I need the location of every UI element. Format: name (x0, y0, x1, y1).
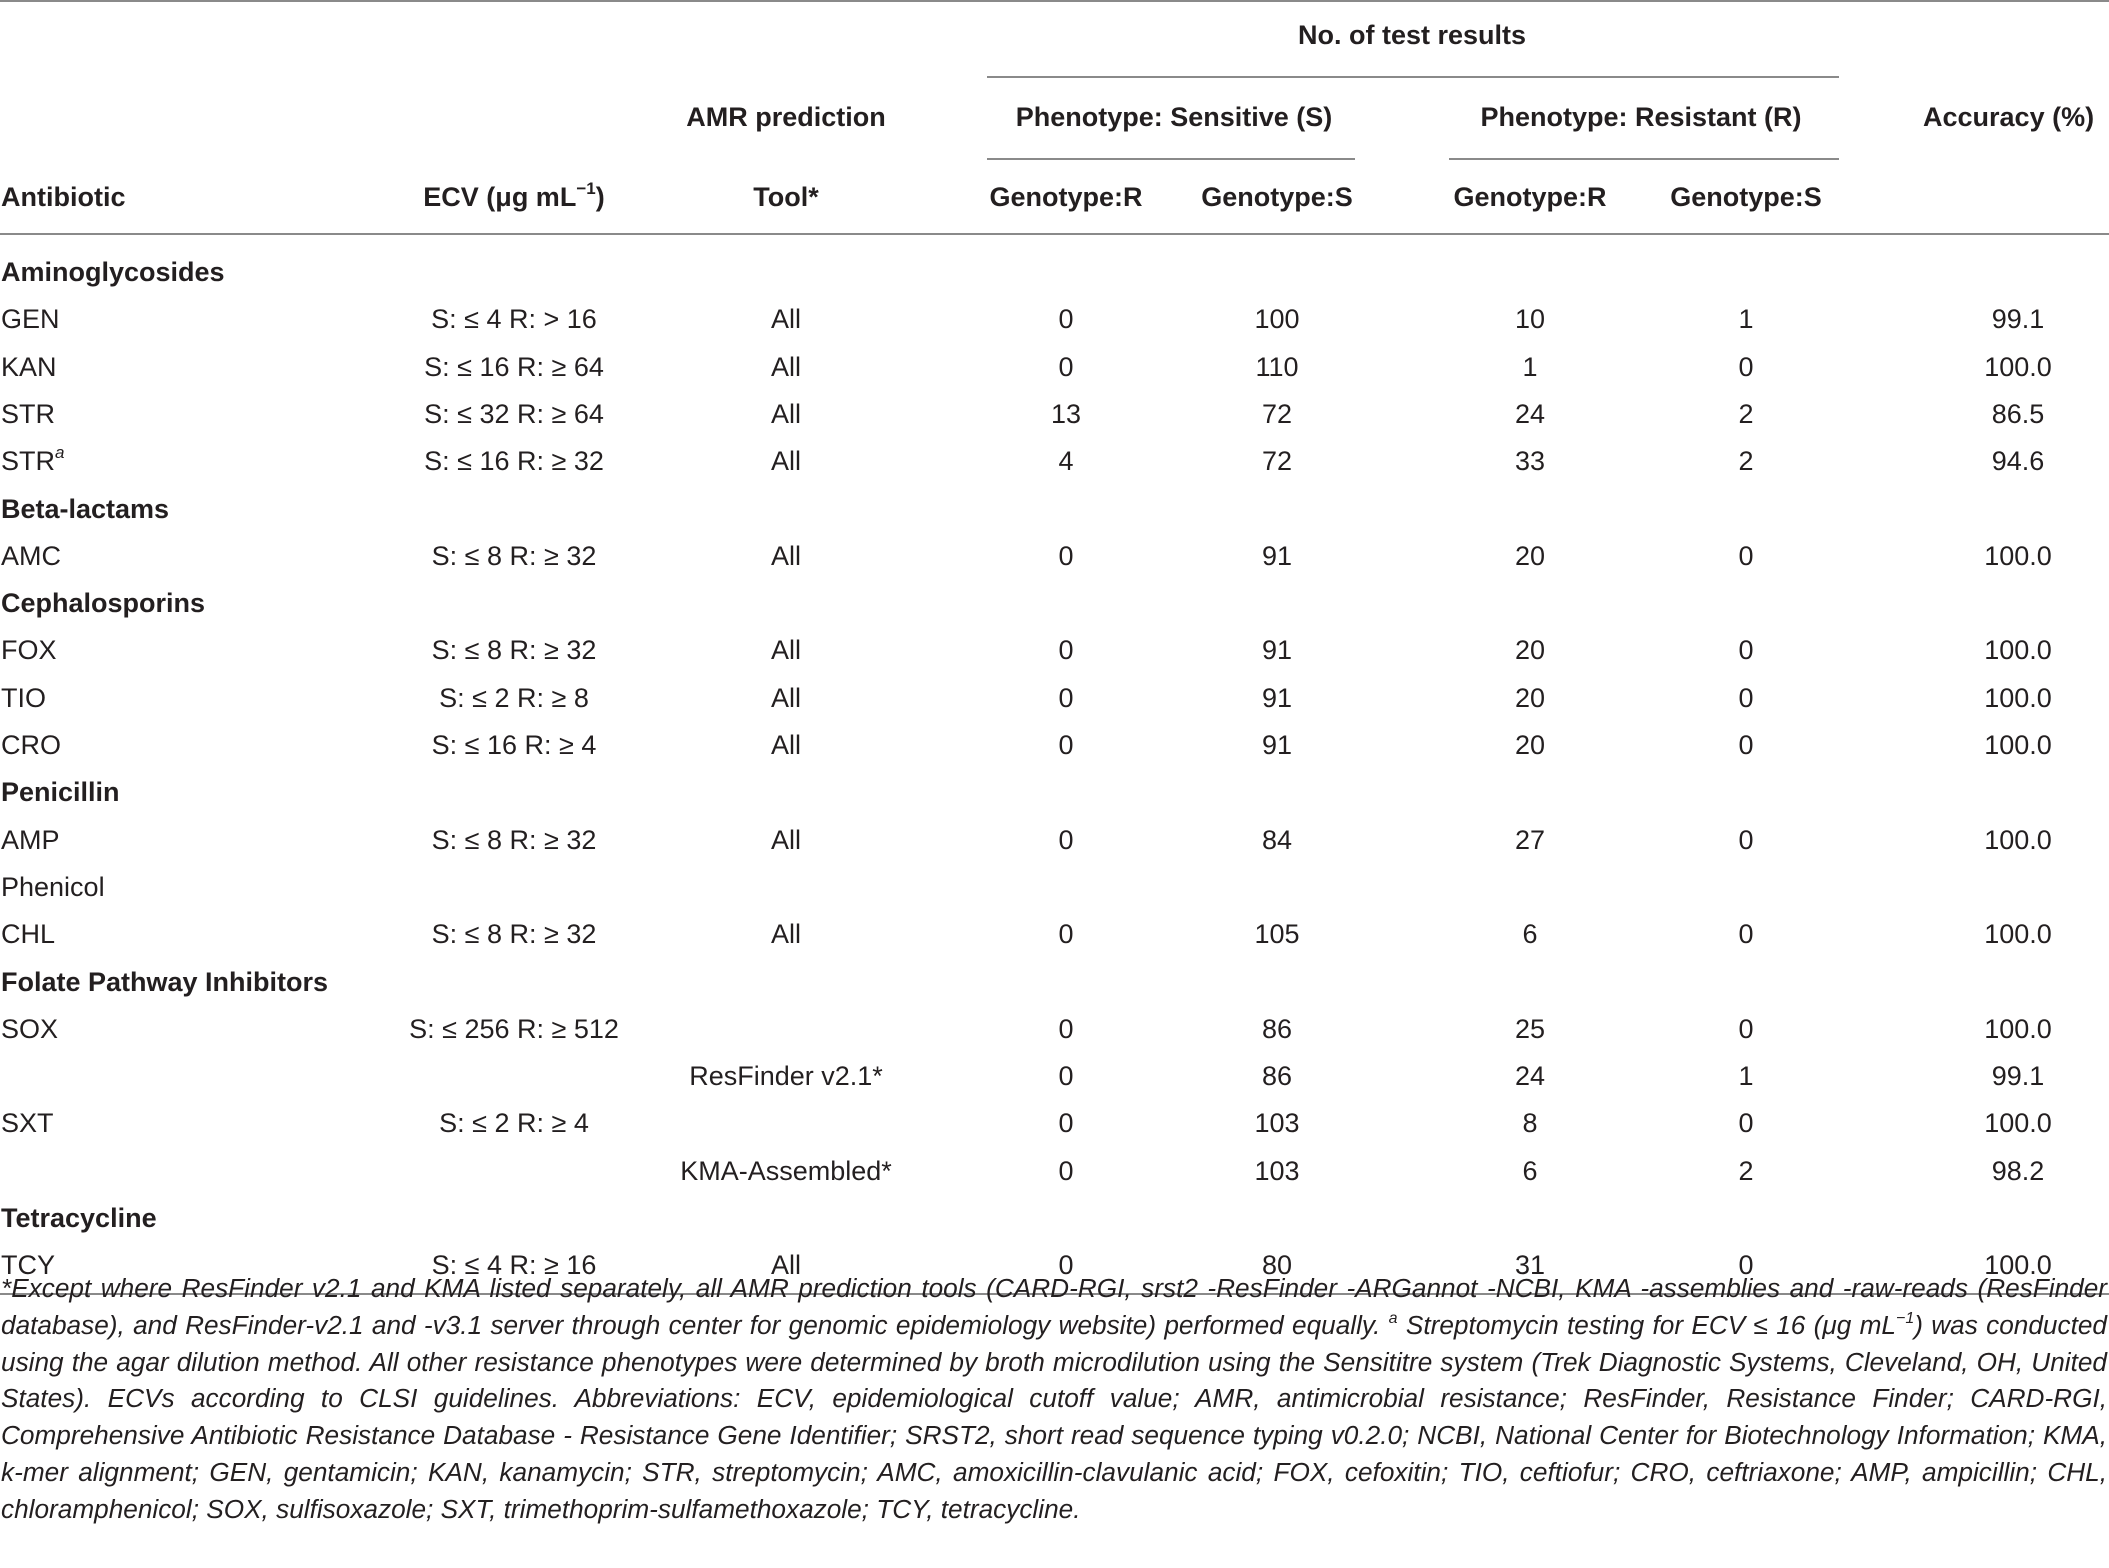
resistant-genotype-r-cell: 24 (1514, 399, 1546, 429)
resistant-genotype-r-cell: 20 (1514, 683, 1546, 713)
accuracy-cell: 99.1 (1991, 304, 2045, 334)
antibiotic-cell: TCY (1, 1250, 55, 1280)
resistant-genotype-r-cell: 1 (1522, 352, 1538, 382)
antibiotic-cell: CRO (1, 730, 61, 760)
ecv-cell: S: ≤ 256 R: ≥ 512 (409, 1014, 619, 1044)
antibiotic-cell: SXT (1, 1108, 54, 1138)
ecv-cell: S: ≤ 4 R: > 16 (431, 304, 597, 334)
resistant-genotype-r-cell: 24 (1514, 1061, 1546, 1091)
resistant-genotype-r-cell: 6 (1522, 1156, 1538, 1186)
ecv-cell: S: ≤ 2 R: ≥ 4 (439, 1108, 589, 1138)
resistant-genotype-s-cell: 0 (1738, 1250, 1754, 1280)
resistant-genotype-r-cell: 10 (1514, 304, 1546, 334)
ecv-cell: S: ≤ 16 R: ≥ 4 (431, 730, 597, 760)
tool-cell: All (770, 919, 802, 949)
sensitive-genotype-s-cell: 110 (1255, 352, 1299, 382)
sensitive-genotype-r-cell: 0 (1058, 304, 1074, 334)
sensitive-genotype-r-cell: 0 (1058, 1108, 1074, 1138)
accuracy-cell: 100.0 (1984, 541, 2052, 571)
resistant-genotype-s-cell: 0 (1738, 541, 1754, 571)
ecv-cell: S: ≤ 2 R: ≥ 8 (439, 683, 589, 713)
antibiotic-cell: AMC (1, 541, 61, 571)
tool-cell: All (770, 352, 802, 382)
accuracy-cell: 100.0 (1984, 683, 2052, 713)
sensitive-genotype-s-cell: 103 (1254, 1108, 1300, 1138)
header-resistant-genotype-s: Genotype:S (1670, 182, 1822, 212)
sensitive-genotype-r-cell: 0 (1058, 919, 1074, 949)
tool-cell: All (770, 825, 802, 855)
header-sensitive-genotype-r: Genotype:R (989, 182, 1143, 212)
header-tool-line1: AMR prediction (686, 102, 886, 132)
resistant-genotype-s-cell: 0 (1738, 919, 1754, 949)
accuracy-cell: 100.0 (1984, 825, 2052, 855)
group-heading: Folate Pathway Inhibitors (1, 967, 329, 997)
sensitive-genotype-r-cell: 0 (1058, 635, 1074, 665)
ecv-cell: S: ≤ 4 R: ≥ 16 (431, 1250, 597, 1280)
group-underline-rule (987, 76, 1839, 78)
table-footnote: *Except where ResFinder v2.1 and KMA listed separately, all AMR prediction tools (CARD-RGI, srst2 -ResFinder -ARGannot -NCBI, KMA -assemblies and -raw-reads (ResFinder database), and ResFinder-v2.1 and -v3.1 server through center for genomic epidemiology website) performed equally. $^a$ Streptomycin testing for ECV ≤ 16 (μg $mL^{-1}$) was conducted using the agar dilution method. All other resistance phenotypes were determined by broth microdilution using the Sensititre system (Trek Diagnostic Systems, Cleveland, OH, United States). ECVs according to CLSI guidelines. Abbreviations: ECV, epidemiological cutoff value; AMR, antimicrobial resistance; ResFinder, Resistance Finder; CARD-RGI, Comprehensive Antibiotic Resistance Database - Resistance Gene Identifier; SRST2, short read sequence typing v0.2.0; NCBI, National Center for Biotechnology Information; KMA, k-mer alignment; GEN, gentamicin; KAN, kanamycin; STR, streptomycin; AMC, amoxicillin-clavulanic acid; FOX, cefoxitin; TIO, ceftiofur; CRO, ceftriaxone; AMP, ampicillin; CHL, chloramphenicol; SOX, sulfisoxazole; SXT, trimethoprim-sulfamethoxazole; TCY, tetracycline. (1, 1273, 2107, 1524)
antibiotic-cell: AMP (1, 825, 60, 855)
header-phenotype-resistant: Phenotype: Resistant (R) (1480, 102, 1802, 132)
accuracy-cell: 100.0 (1984, 1014, 2052, 1044)
resistant-genotype-s-cell: 2 (1738, 446, 1754, 476)
antibiotic-cell: KAN (1, 352, 57, 382)
sensitive-genotype-s-cell: 91 (1261, 635, 1293, 665)
ecv-cell: S: ≤ 16 R: ≥ 64 (424, 352, 604, 382)
sensitive-genotype-s-cell: 84 (1261, 825, 1293, 855)
resistant-genotype-s-cell: 0 (1738, 635, 1754, 665)
sensitive-genotype-r-cell: 0 (1058, 352, 1074, 382)
resistant-genotype-r-cell: 20 (1514, 635, 1546, 665)
antibiotic-cell: STR (1, 399, 55, 429)
accuracy-cell: 94.6 (1991, 446, 2045, 476)
tool-cell: All (770, 683, 802, 713)
sensitive-genotype-s-cell: 72 (1261, 446, 1293, 476)
sensitive-genotype-r-cell: 4 (1058, 446, 1074, 476)
tool-cell: All (770, 446, 802, 476)
resistant-genotype-r-cell: 20 (1514, 541, 1546, 571)
resistant-genotype-s-cell: 2 (1738, 1156, 1754, 1186)
sensitive-genotype-r-cell: 0 (1058, 1250, 1074, 1280)
resistant-underline-rule (1449, 158, 1839, 160)
accuracy-cell: 86.5 (1991, 399, 2045, 429)
sensitive-genotype-s-cell: 72 (1261, 399, 1293, 429)
tool-cell: KMA-Assembled* (680, 1156, 892, 1186)
resistant-genotype-s-cell: 1 (1738, 1061, 1754, 1091)
tool-cell: All (770, 399, 802, 429)
tool-cell: All (770, 1250, 802, 1280)
ecv-cell: S: ≤ 32 R: ≥ 64 (424, 399, 604, 429)
sensitive-genotype-r-cell: 0 (1058, 683, 1074, 713)
antibiotic-cell: CHL (1, 919, 56, 949)
antibiotic-cell: TIO (1, 683, 46, 713)
sensitive-genotype-s-cell: 86 (1261, 1014, 1293, 1044)
accuracy-cell: 100.0 (1984, 635, 2052, 665)
accuracy-cell: 100.0 (1984, 1250, 2052, 1280)
sensitive-genotype-s-cell: 91 (1261, 730, 1293, 760)
sensitive-genotype-r-cell: 0 (1058, 825, 1074, 855)
resistant-genotype-s-cell: 1 (1738, 304, 1754, 334)
header-phenotype-sensitive: Phenotype: Sensitive (S) (1015, 102, 1333, 132)
ecv-cell: S: ≤ 8 R: ≥ 32 (431, 825, 597, 855)
sensitive-genotype-r-cell: 0 (1058, 541, 1074, 571)
group-heading: Phenicol (1, 872, 105, 902)
sensitive-genotype-s-cell: 100 (1254, 304, 1300, 334)
antibiotic-cell: SOX (1, 1014, 59, 1044)
accuracy-cell: 99.1 (1991, 1061, 2045, 1091)
resistant-genotype-r-cell: 33 (1514, 446, 1546, 476)
resistant-genotype-s-cell: 0 (1738, 1108, 1754, 1138)
resistant-genotype-r-cell: 25 (1514, 1014, 1546, 1044)
header-bottom-rule (0, 233, 2109, 235)
table-top-rule (0, 0, 2109, 2)
resistant-genotype-r-cell: 6 (1522, 919, 1538, 949)
group-heading: Cephalosporins (1, 588, 206, 618)
header-antibiotic: Antibiotic (1, 182, 126, 212)
header-sensitive-genotype-s: Genotype:S (1201, 182, 1353, 212)
antibiotic-cell: FOX (1, 635, 57, 665)
ecv-cell: S: ≤ 8 R: ≥ 32 (431, 541, 597, 571)
antibiotic-cell: GEN (1, 304, 60, 334)
antibiotic-footnote-marker: a (55, 443, 65, 462)
sensitive-genotype-s-cell: 91 (1261, 541, 1293, 571)
sensitive-genotype-s-cell: 80 (1261, 1250, 1293, 1280)
group-heading: Beta-lactams (1, 494, 170, 524)
ecv-cell: S: ≤ 8 R: ≥ 32 (431, 635, 597, 665)
resistant-genotype-s-cell: 2 (1738, 399, 1754, 429)
sensitive-genotype-s-cell: 105 (1254, 919, 1300, 949)
group-heading: Penicillin (1, 777, 120, 807)
accuracy-cell: 100.0 (1984, 1108, 2052, 1138)
sensitive-genotype-r-cell: 0 (1058, 1014, 1074, 1044)
tool-cell: All (770, 730, 802, 760)
sensitive-genotype-s-cell: 91 (1261, 683, 1293, 713)
resistant-genotype-r-cell: 27 (1514, 825, 1546, 855)
sensitive-genotype-r-cell: 0 (1058, 730, 1074, 760)
header-accuracy: Accuracy (%) (1923, 102, 2095, 132)
tool-cell: All (770, 635, 802, 665)
resistant-genotype-r-cell: 8 (1522, 1108, 1538, 1138)
tool-cell: ResFinder v2.1* (689, 1061, 883, 1091)
accuracy-cell: 98.2 (1991, 1156, 2045, 1186)
resistant-genotype-s-cell: 0 (1738, 683, 1754, 713)
sensitive-genotype-s-cell: 86 (1261, 1061, 1293, 1091)
resistant-genotype-r-cell: 20 (1514, 730, 1546, 760)
header-resistant-genotype-r: Genotype:R (1453, 182, 1607, 212)
tool-cell: All (770, 541, 802, 571)
ecv-cell: S: ≤ 8 R: ≥ 32 (431, 919, 597, 949)
tool-cell: All (770, 304, 802, 334)
header-ecv: ECV (μg $mL^{-1}$) (423, 179, 605, 212)
accuracy-cell: 100.0 (1984, 919, 2052, 949)
ecv-cell: S: ≤ 16 R: ≥ 32 (424, 446, 604, 476)
sensitive-genotype-r-cell: 0 (1058, 1156, 1074, 1186)
sensitive-underline-rule (987, 158, 1355, 160)
sensitive-genotype-r-cell: 13 (1050, 399, 1082, 429)
accuracy-cell: 100.0 (1984, 352, 2052, 382)
accuracy-cell: 100.0 (1984, 730, 2052, 760)
resistant-genotype-s-cell: 0 (1738, 825, 1754, 855)
group-heading: Aminoglycosides (1, 257, 225, 287)
sensitive-genotype-r-cell: 0 (1058, 1061, 1074, 1091)
sensitive-genotype-s-cell: 103 (1254, 1156, 1300, 1186)
resistant-genotype-r-cell: 31 (1514, 1250, 1546, 1280)
resistant-genotype-s-cell: 0 (1738, 352, 1754, 382)
header-group-title: No. of test results (1297, 20, 1527, 50)
header-tool-line2: Tool* (753, 182, 819, 212)
antibiotic-cell: STR$^a$ (1, 443, 65, 476)
resistant-genotype-s-cell: 0 (1738, 1014, 1754, 1044)
group-heading: Tetracycline (1, 1203, 157, 1233)
resistant-genotype-s-cell: 0 (1738, 730, 1754, 760)
